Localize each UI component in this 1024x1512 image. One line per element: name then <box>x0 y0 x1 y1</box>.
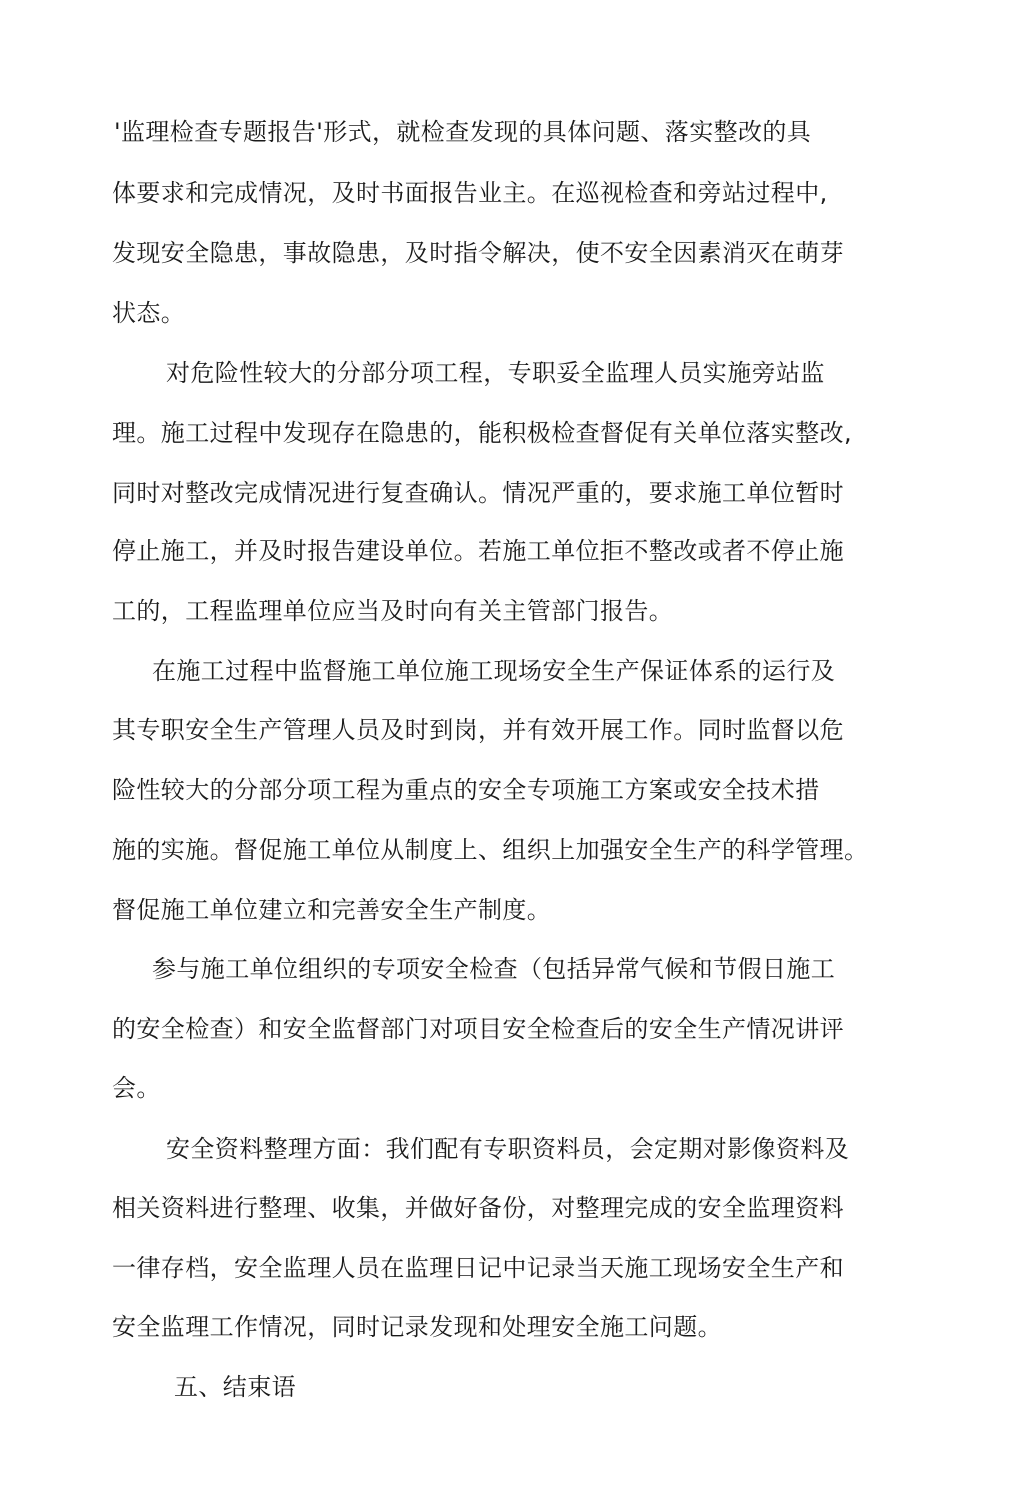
text-line: 督促施工单位建立和完善安全生产制度。 <box>112 896 552 924</box>
text-line: 同时对整改完成情况进行复查确认。情况严重的，要求施工单位暂时 <box>112 479 844 507</box>
text-line: 发现安全隐患，事故隐患，及时指令解决，使不安全因素消灭在萌芽 <box>112 239 844 267</box>
text-line: 停止施工，并及时报告建设单位。若施工单位拒不整改或者不停止施 <box>112 537 844 565</box>
text-line: 在施工过程中监督施工单位施工现场安全生产保证体系的运行及 <box>152 657 836 685</box>
text-line: 工的，工程监理单位应当及时向有关主管部门报告。 <box>112 597 674 625</box>
text-line: 参与施工单位组织的专项安全检查（包括异常气候和节假日施工 <box>152 955 836 983</box>
text-line: 对危险性较大的分部分项工程，专职妥全监理人员实施旁站监 <box>166 359 825 387</box>
section-heading: 五、结束语 <box>174 1373 296 1401</box>
text-line: 的安全检查）和安全监督部门对项目安全检查后的安全生产情况讲评 <box>112 1015 844 1043</box>
text-line: 理。施工过程中发现存在隐患的，能积极检查督促有关单位落实整改, <box>112 419 853 447</box>
text-line: 险性较大的分部分项工程为重点的安全专项施工方案或安全技术措 <box>112 776 820 804</box>
text-line: 相关资料进行整理、收集，并做好备份，对整理完成的安全监理资料 <box>112 1194 844 1222</box>
text-line: 其专职安全生产管理人员及时到岗，并有效开展工作。同时监督以危 <box>112 716 844 744</box>
text-line: 会。 <box>112 1074 161 1102</box>
text-line: 施的实施。督促施工单位从制度上、组织上加强安全生产的科学管理。 <box>112 836 869 864</box>
text-line: 安全监理工作情况，同时记录发现和处理安全施工问题。 <box>112 1313 722 1341</box>
text-line: 状态。 <box>112 299 186 327</box>
text-line: '监理检查专题报告'形式，就检查发现的具体问题、落实整改的具 <box>114 118 812 146</box>
text-line: 一律存档，安全监理人员在监理日记中记录当天施工现场安全生产和 <box>112 1254 844 1282</box>
text-line: 安全资料整理方面：我们配有专职资料员，会定期对影像资料及 <box>166 1135 850 1163</box>
text-line: 体要求和完成情况，及时书面报告业主。在巡视检查和旁站过程中, <box>112 179 828 207</box>
